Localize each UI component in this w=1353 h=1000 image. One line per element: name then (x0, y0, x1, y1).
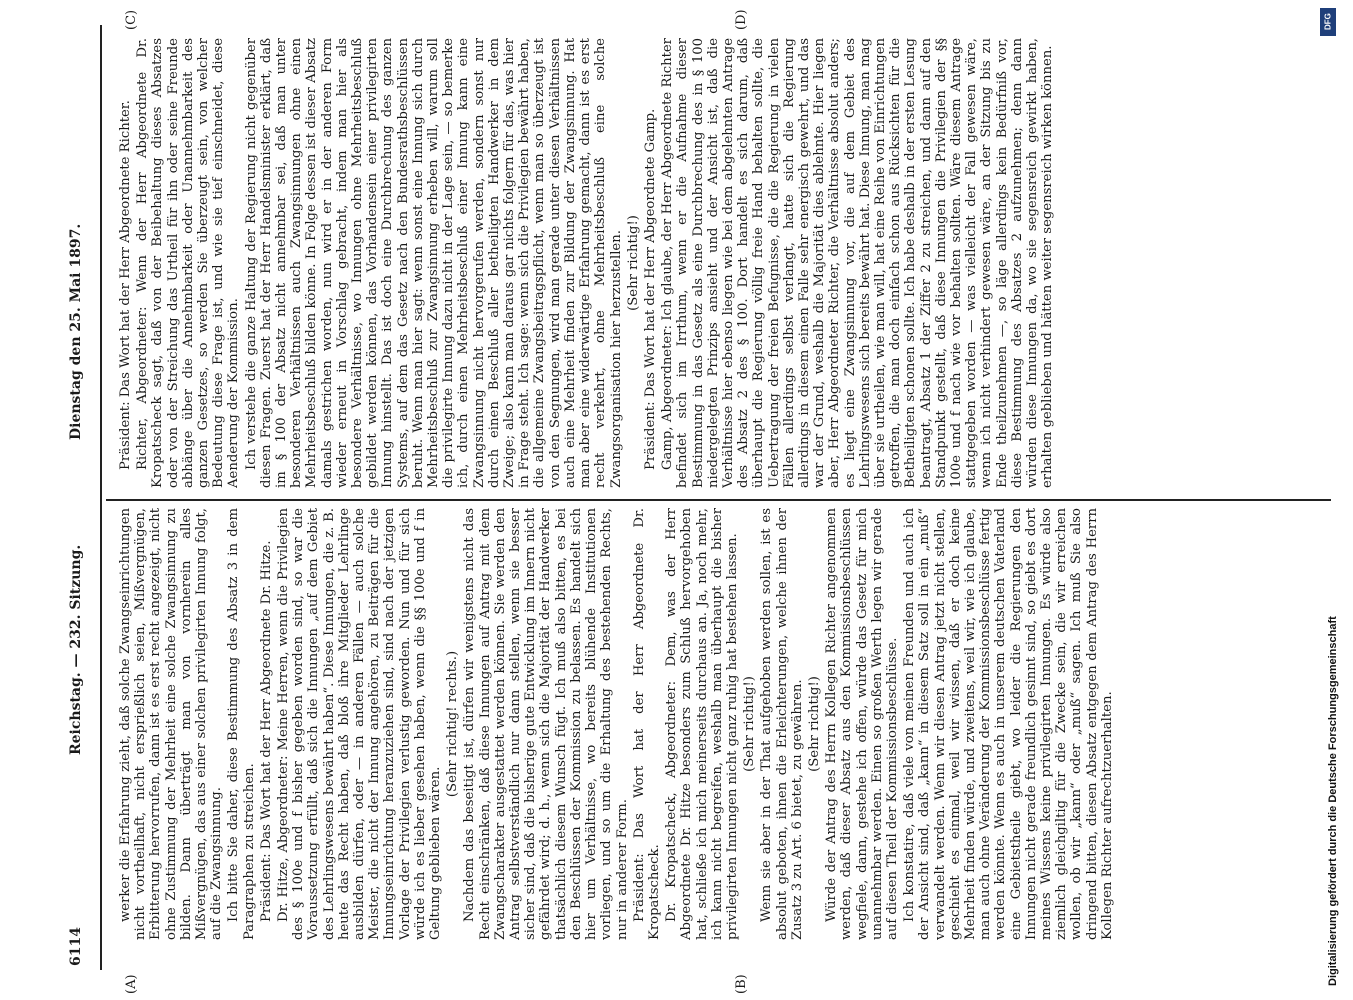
paragraph: Wenn sie aber in der That aufgehoben werden sollen, ist es absolut geboten, ihnen die Erleichterungen, welche ihnen der Zusatz 3 zu Art. 6 bietet, zu gewähren. (759, 508, 805, 940)
margin-marker-c: (C) (124, 9, 139, 30)
margin-marker-a: (A) (124, 974, 139, 994)
paragraph: Ich verstehe die ganze Haltung der Regierung nicht gegenüber diesen Fragen. Zuerst hat der Herr Handelsminister erklärt, daß im § 100 der Absatz nicht annehmbar sei, daß man unter besonderen Verhältnissen auch Zwangsinnungen ohne einen Mehrheitsbeschluß bilden könne. In Folge dessen ist dieser Absatz damals gestrichen worden, nun wird er in der anderen Form wieder erneut in Vorschlag gebracht, indem man hier als besondere Verhältnisse, wo Innungen ohne Mehrheitsbeschluß gebildet werden können, das Vorhandensein einer privilegirten Innung hinstellt. Das ist doch eine Durchbrechung des ganzen Systems, auf dem das Gesetz nach den Bundesrathsbeschlüssen beruht. Wenn man hier sagt: wenn sonst eine Innung sich durch Mehrheitsbeschluß zur Zwangsinnung erheben will, warum soll die privilegirte Innung dazu nicht in der Lage sein, — so bemerke ich, durch einen Mehrheitsbeschluß einer Innung kann eine Zwangsinnung nicht hervorgerufen werden, sondern sonst nur durch einen Beschluß aller betheiligten Handwerker in dem Zweige; also kann man daraus gar nichts folgern für das, was hier in Frage steht. Ich sage: wenn sich die Privilegien bewährt haben, die allgemeine Zwangsbeitragspflicht, wenn man so überzeugt ist von den Segnungen, wird man gerade unter diesen Verhältnissen auch eine Mehrheit finden zur Bildung der Zwangsinnung. Hat man aber eine widerwärtige Erfahrung gemacht, dann ist es erst recht verkehrt, ohne Mehrheitsbeschluß eine solche Zwangsorganisation hier herzustellen. (243, 38, 624, 488)
header-date: Dienstag den 25. Mai 1897. (68, 223, 84, 440)
right-column (118, 38, 1328, 488)
paragraph: Dr. Kropatscheck, Abgeordneter: Dem, was der Herr Abgeordnete Dr. Hitze besonders zum Schluß hervorgehoben hat, schließe ich mich meinerseits durchaus an. Ja, noch mehr, ich kann nicht begreifen, weshalb man überhaupt die bisher privilegirten Innungen nicht ganz ruhig hat bestehen lassen. (664, 508, 740, 940)
header-rule (100, 25, 102, 970)
page-number: 6114 (68, 927, 84, 966)
margin-marker-d: (D) (734, 9, 749, 30)
paragraph: Ich bitte Sie daher, diese Bestimmung des Absatz 3 in dem Paragraphen zu streichen. (226, 508, 257, 940)
paragraph: Gamp, Abgeordneter: Ich glaube, der Herr Abgeordnete Richter befindet sich im Irrthum, wenn er die Aufnahme dieser Bestimmung in das Gesetz als eine Durchbrechung des in § 100 niedergelegten Prinzips ansieht und der Ansicht ist, daß die Verhältnisse hier ebenso liegen wie bei dem abgelehnten Antrage des Absatz 2 des § 100. Dort handelt es sich darum, daß überhaupt die Regierung völlig freie Hand behalten sollte, die Uebertragung der freien Befugnisse, die die Regierung in vielen Fällen allerdings selbst verlangt, hatte sich die Regierung allerdings in diesem einen Falle sehr energisch gewehrt, und das war der Grund, weshalb die Majorität dies ablehnte. Hier liegen aber, Herr Abgeordneter Richter, die Verhältnisse absolut anders; es liegt eine Zwangsinnung vor, die auf dem Gebiet des Lehrlingswesens sich bereits bewährt hat. Diese Innung, man mag über sie urtheilen, wie man will, hat eine Reihe von Einrichtungen getroffen, die man doch einfach schon aus Rücksichten für die Betheiligten schonen sollte. Ich habe deshalb in der ersten Lesung beantragt, Absatz 1 der Ziffer 2 zu streichen, und dann auf den Standpunkt gestellt, daß diese Innungen die Privilegien der §§ 100e und f nach wie vor behalten sollten. Wäre diesem Antrage stattgegeben worden — was vielleicht der Fall gewesen wäre, wenn ich nicht verhindert gewesen wäre, an der Sitzung bis zu Ende theilzunehmen —, so läge allerdings kein Bedürfniß vor, diese Bestimmung des Absatzes 2 aufzunehmen; denn dann würden diese Innungen da, wo sie segensreich gewirkt haben, erhalten geblieben und hätten weiter segensreich wirken können. (660, 38, 1056, 488)
paragraph: Ich konstatire, daß viele von meinen Freunden und auch ich der Ansicht sind, daß „kann“ in diesem Satz soll in ein „muß“ verwandelt werden. Wenn wir diesen Antrag jetzt nicht stellen, geschieht es einmal, weil wir wissen, daß er doch keine Mehrheit finden würde, und zweitens, weil wir, wie ich glaube, man auch ohne Veränderung der Kommissionsbeschlüsse fertig werden könnte. Wenn es auch in unserem deutschen Vaterland eine Gebietstheile giebt, wo leider die Regierungen den Innungen nicht gerade freundlich gesinnt sind, so giebt es dort meines Wissens keine privilegirten Innungen. Es würde also ziemlich gleichgiltig für die Zwecke sein, die wir erreichen wollen, ob wir „kann“ oder „muß“ sagen. Ich muß Sie also dringend bitten, diesen Absatz entgegen dem Antrag des Herrn Kollegen Richter aufrechtzuerhalten. (902, 508, 1115, 940)
paragraph: Richter, Abgeordneter: Wenn der Herr Abgeordnete Dr. Kropatscheck sagt, daß von der Beibehaltung dieses Absatzes oder von der Streichung das Urtheil für ihn oder seine Freunde abhänge über die Annehmbarkeit oder Unannehmbarkeit des ganzen Gesetzes, so werden Sie überzeugt sein, von welcher Bedeutung diese Frage ist, und wie sie tief einschneidet, diese Aenderung der Kommission. (135, 38, 242, 488)
column-divider (106, 499, 1331, 501)
digitization-credit (1312, 6, 1342, 994)
page-header (54, 0, 106, 1000)
paragraph: Präsident: Das Wort hat der Herr Abgeordnete Dr. Kropatscheck. (631, 508, 662, 940)
paragraph: Dr. Hitze, Abgeordneter: Meine Herren, wenn die Privilegien des § 100e und f bisher gegeben worden sind, so war die Voraussetzung erfüllt, daß sich die Innungen „auf dem Gebiet des Lehrlingswesens bewährt haben“. Diese Innungen, die z. B. heute das Recht haben, daß bloß ihre Mitglieder Lehrlinge ausbilden dürfen, oder — in anderen Fällen — auch solche Meister, die nicht der Innung angehören, zu Beiträgen für die Innungseinrichtung heranzuziehen sind, sind nach der jetzigen Vorlage der Privilegien verlustig geworden. Nun und für sich würde ich es lieber gesehen haben, wenn die §§ 100e und f in Geltung geblieben wären. (276, 508, 444, 940)
rotated-page-content (54, 0, 1344, 1000)
interjection: (Sehr richtig!) (742, 676, 758, 772)
header-session: Reichstag. — 232. Sitzung. (68, 544, 84, 755)
paragraph: Nachdem das beseitigt ist, dürfen wir wenigstens nicht das Recht einschränken, daß diese Innungen auf Antrag mit dem Zwangscharakter ausgestattet werden können. Sie werden den Antrag selbstverständlich nur dann stellen, wenn sie besser sicher sind, daß die bisherige gute Entwicklung im Innern nicht gefährdet wird; d. h., wenn sich die Majorität der Handwerker thatsächlich diesem Wunsch fügt. Ich muß also bitten, es bei den Beschlüssen der Kommission zu belassen. Es handelt sich hier um Verhältnisse, wo bereits blühende Institutionen vorliegen, und so um die Erhaltung des bestehenden Rechts, nur in anderer Form. (462, 508, 630, 940)
interjection: (Sehr richtig! rechts.) (445, 650, 461, 798)
paragraph: Würde der Antrag des Herrn Kollegen Richter angenommen werden, daß dieser Absatz aus den Kommissionsbeschlüssen wegfiele, dann, gestehe ich offen, würde das Gesetz für mich unannehmbar werden. Einen so großen Werth legen wir gerade auf diesen Theil der Kommissionsbeschlüsse. (824, 508, 900, 940)
paragraph: Präsident: Das Wort hat der Herr Abgeordnete Richter. (118, 100, 133, 470)
margin-marker-b: (B) (734, 974, 749, 994)
paragraph: Präsident: Das Wort hat der Herr Abgeordnete Gamp. (642, 108, 658, 470)
left-column (118, 508, 1328, 940)
paragraph: werker die Erfahrung zieht, daß solche Zwangseinrichtungen nicht vortheilhaft, nicht ersprießlich seien, Mißvergnügen, Erbitterung hervorrufen, dann ist es erst recht angezeigt, nicht ohne Zustimmung der Mehrheit eine solche Zwangsinnung zu bilden. Dann überträgt man von vornherein alles Mißvergnügen, das aus einer solchen privilegirten Innung folgt, auf die Zwangsinnung. (118, 508, 225, 940)
paragraph: Präsident: Das Wort hat der Herr Abgeordnete Dr. Hitze. (258, 540, 274, 922)
credit-text: Digitalisierung gefördert durch die Deutsche Forschungsgemeinschaft (1327, 616, 1339, 986)
dfg-logo: DFG (1320, 8, 1336, 36)
interjection: (Sehr richtig!) (625, 215, 641, 311)
interjection: (Sehr richtig!) (806, 676, 822, 772)
